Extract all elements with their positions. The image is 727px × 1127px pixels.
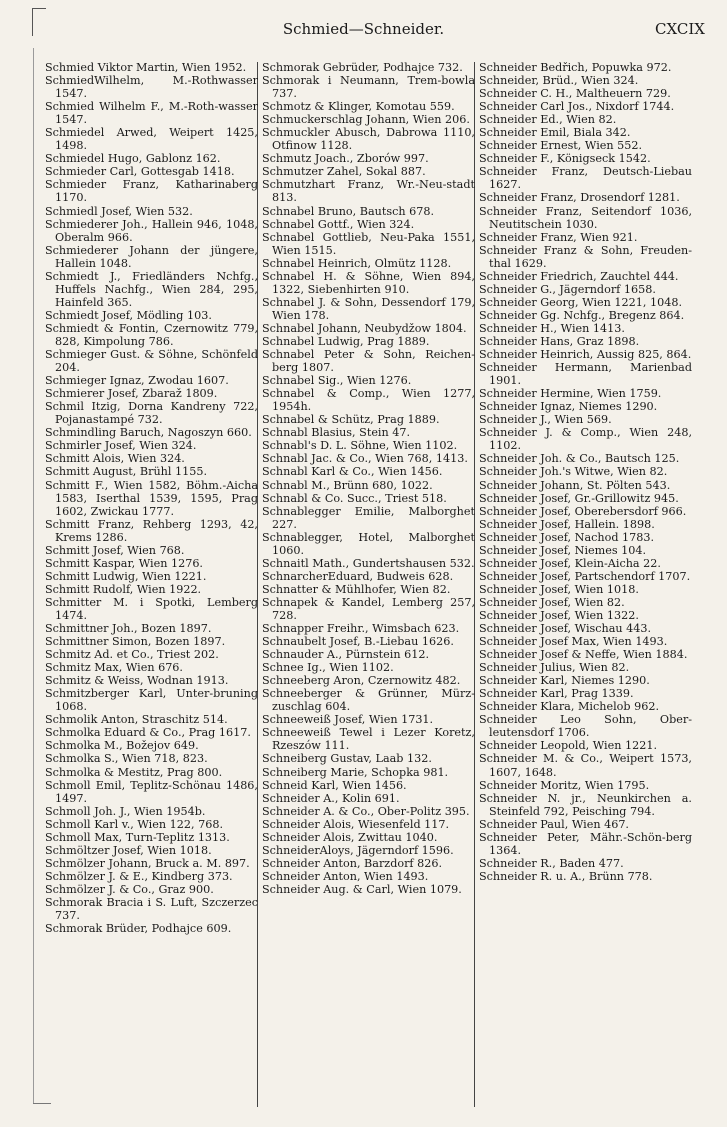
directory-entry: Schneider Hermine, Wien 1759. xyxy=(479,387,662,401)
directory-entry: Schneider Joh.'s Witwe, Wien 82. xyxy=(479,465,668,479)
directory-entry: Schnabel Heinrich, Olmütz 1128. xyxy=(262,256,452,270)
column-2 xyxy=(262,61,475,896)
directory-entry: Schneider Franz, Seitendorf 1036, Neutitschein 1030. xyxy=(479,204,692,231)
directory-entry: Schneider Josef, Gr.-Grillowitz 945. xyxy=(479,491,679,505)
directory-entry: Schnapper Freihr., Wimsbach 623. xyxy=(262,622,460,636)
directory-entry: Schneider Karl, Niemes 1290. xyxy=(479,674,650,688)
directory-entry: Schnapek & Kandel, Lemberg 257, 728. xyxy=(262,595,475,622)
directory-entry: Schneider Johann, St. Pölten 543. xyxy=(479,478,671,492)
directory-entry: Schmitt Josef, Wien 768. xyxy=(45,543,185,557)
directory-entry: Schmiedt & Fontin, Czernowitz 779, 828, Kimpolung 786. xyxy=(45,321,258,348)
directory-entry: Schnabl M., Brünn 680, 1022. xyxy=(262,478,433,492)
directory-entry: SchneiderAloys, Jägerndorf 1596. xyxy=(262,843,454,857)
directory-entry: Schneider Klara, Michelob 962. xyxy=(479,700,660,714)
directory-entry: Schmölzer Johann, Bruck a. M. 897. xyxy=(45,856,250,870)
directory-entry: SchnarcherEduard, Budweis 628. xyxy=(262,569,454,583)
directory-entry: Schneider G., Jägerndorf 1658. xyxy=(479,282,656,296)
directory-entry: Schneider Anton, Barzdorf 826. xyxy=(262,856,443,870)
directory-entry: Schneider Josef, Partschendorf 1707. xyxy=(479,569,691,583)
page-number: CXCIX xyxy=(655,20,705,38)
directory-entry: Schnablegger Emilie, Malborghet 227. xyxy=(262,504,475,531)
directory-entry: Schmied Viktor Martin, Wien 1952. xyxy=(45,61,247,74)
directory-entry: Schneider Josef, Wischau 443. xyxy=(479,622,652,636)
directory-entry: Schmieger Ignaz, Zwodau 1607. xyxy=(45,374,229,388)
directory-entry: Schnabel Sig., Wien 1276. xyxy=(262,374,412,388)
directory-entry: Schnabel H. & Söhne, Wien 894, 1322, Siebenhirten 910. xyxy=(262,269,475,296)
directory-entry: Schnabel J. & Sohn, Dessendorf 179, Wien 178. xyxy=(262,295,475,322)
directory-entry: Schneider Josef, Klein-Aicha 22. xyxy=(479,556,661,570)
directory-entry: Schmorak Gebrüder, Podhajce 732. xyxy=(262,61,463,74)
directory-entry: Schneider R., Baden 477. xyxy=(479,856,624,870)
column-1 xyxy=(45,61,258,935)
page-edge-rule xyxy=(33,48,34,1103)
directory-entry: Schmitt August, Brühl 1155. xyxy=(45,465,208,479)
column-3 xyxy=(479,61,692,883)
directory-entry: Schmieder Carl, Gottesgab 1418. xyxy=(45,165,235,179)
directory-entry: Schneider Carl Jos., Nixdorf 1744. xyxy=(479,100,675,114)
directory-entry: Schmiedt Josef, Mödling 103. xyxy=(45,308,212,322)
directory-entry: Schmieger Gust. & Söhne, Schönfeld 204. xyxy=(45,348,258,375)
directory-entry: Schneider, Brüd., Wien 324. xyxy=(479,74,639,88)
directory-entry: Schmirler Josef, Wien 324. xyxy=(45,439,197,453)
directory-entry: Schneider Franz, Drosendorf 1281. xyxy=(479,191,680,205)
directory-entry: Schneeweiß Josef, Wien 1731. xyxy=(262,713,434,727)
directory-entry: Schneider R. u. A., Brünn 778. xyxy=(479,869,653,883)
directory-entry: Schnatter & Mühlhofer, Wien 82. xyxy=(262,582,451,596)
directory-entry: Schneider Josef, Wien 1018. xyxy=(479,582,639,596)
directory-entry: Schnabl Jac. & Co., Wien 768, 1413. xyxy=(262,452,468,466)
directory-entry: Schmölzer J. & Co., Graz 900. xyxy=(45,882,214,896)
directory-entry: Schneider Ignaz, Niemes 1290. xyxy=(479,400,658,414)
directory-entry: Schmiedl Josef, Wien 532. xyxy=(45,204,193,218)
directory-entry: Schmotz & Klinger, Komotau 559. xyxy=(262,100,455,114)
directory-entry: Schmitz & Weiss, Wodnan 1913. xyxy=(45,674,229,688)
directory-entry: Schmil Itzig, Dorna Kandreny 722, Pojanastampé 732. xyxy=(45,400,258,427)
directory-entry: Schmoll Max, Turn-Teplitz 1313. xyxy=(45,830,230,844)
directory-entry: Schmolka Eduard & Co., Prag 1617. xyxy=(45,726,251,740)
directory-entry: Schneider Anton, Wien 1493. xyxy=(262,869,429,883)
crop-mark xyxy=(32,8,46,9)
directory-entry: Schnabel Johann, Neubydžow 1804. xyxy=(262,321,467,335)
directory-entry: Schnabel Gottf., Wien 324. xyxy=(262,217,415,231)
directory-entry: Schmoll Karl v., Wien 122, 768. xyxy=(45,817,223,831)
directory-entry: Schnabel Ludwig, Prag 1889. xyxy=(262,334,430,348)
directory-entry: Schnabl's D. L. Söhne, Wien 1102. xyxy=(262,439,458,453)
directory-entry: Schmutzer Zahel, Sokal 887. xyxy=(262,165,426,179)
directory-entry: Schmorak Bracia i S. Luft, Szczerzec 737. xyxy=(45,896,258,923)
directory-entry: Schmiedt J., Friedländers Nchfg., Huffels Nachfg., Wien 284, 295, Hainfeld 365. xyxy=(45,269,258,309)
directory-entry: Schneeberger & Grünner, Mürz-zuschlag 604. xyxy=(262,687,475,714)
directory-entry: Schneiberg Gustav, Laab 132. xyxy=(262,752,432,766)
directory-entry: Schnablegger, Hotel, Malborghet 1060. xyxy=(262,530,475,557)
directory-entry: Schneider Josef, Oberebersdorf 966. xyxy=(479,504,687,518)
directory-entry: Schmieder Franz, Katharinaberg 1170. xyxy=(45,178,258,205)
directory-entry: Schneider Josef, Niemes 104. xyxy=(479,543,647,557)
directory-entry: Schneider N. jr., Neunkirchen a. Steinfeld 792, Peisching 794. xyxy=(479,791,692,818)
directory-entry: Schneid Karl, Wien 1456. xyxy=(262,778,407,792)
directory-entry: Schmoll Joh. J., Wien 1954b. xyxy=(45,804,206,818)
directory-entry: Schneider Josef Max, Wien 1493. xyxy=(479,635,668,649)
directory-entry: Schmuckler Abusch, Dabrowa 1110, Otfinow 1128. xyxy=(262,126,475,153)
running-head: Schmied—Schneider. xyxy=(282,20,445,38)
directory-entry: Schmutzhart Franz, Wr.-Neu-stadt 813. xyxy=(262,178,475,205)
directory-entry: Schneeberg Aron, Czernowitz 482. xyxy=(262,674,461,688)
directory-entry: Schmitz Ad. et Co., Triest 202. xyxy=(45,648,219,662)
directory-entry: Schmitt Rudolf, Wien 1922. xyxy=(45,582,202,596)
directory-entry: Schneider J. & Comp., Wien 248, 1102. xyxy=(479,426,692,453)
directory-entry: Schmuckerschlag Johann, Wien 206. xyxy=(262,113,470,127)
directory-entry: Schmiedel Arwed, Weipert 1425, 1498. xyxy=(45,126,258,153)
directory-entry: Schneider Hans, Graz 1898. xyxy=(479,334,640,348)
directory-entry: Schmorak i Neumann, Trem-bowla 737. xyxy=(262,74,475,101)
directory-entry: Schmiederer Johann der jüngere, Hallein 1048. xyxy=(45,243,258,270)
directory-entry: Schmitt Ludwig, Wien 1221. xyxy=(45,569,207,583)
directory-entry: Schmittner Simon, Bozen 1897. xyxy=(45,635,226,649)
directory-entry: Schneider Alois, Wiesenfeld 117. xyxy=(262,817,450,831)
directory-entry: Schmindling Baruch, Nagoszyn 660. xyxy=(45,426,252,440)
directory-entry: Schneider Gg. Nchfg., Bregenz 864. xyxy=(479,308,685,322)
directory-entry: Schneider A. & Co., Ober-Politz 395. xyxy=(262,804,470,818)
directory-entry: Schneider Josef & Neffe, Wien 1884. xyxy=(479,648,688,662)
directory-entry: Schnabel Gottlieb, Neu-Paka 1551, Wien 1515. xyxy=(262,230,475,257)
directory-entry: Schmöltzer Josef, Wien 1018. xyxy=(45,843,212,857)
directory-entry: Schneider Georg, Wien 1221, 1048. xyxy=(479,295,683,309)
directory-entry: Schneider Leopold, Wien 1221. xyxy=(479,739,658,753)
directory-entry: Schmitz Max, Wien 676. xyxy=(45,661,183,675)
directory-entry: Schmolka S., Wien 718, 823. xyxy=(45,752,208,766)
directory-entry: Schmitt Alois, Wien 324. xyxy=(45,452,185,466)
directory-entry: Schneider Josef, Wien 1322. xyxy=(479,608,639,622)
directory-entry: Schneider Paul, Wien 467. xyxy=(479,817,629,831)
directory-entry: Schneider C. H., Maltheuern 729. xyxy=(479,87,671,101)
directory-entry: Schneider Peter, Mähr.-Schön-berg 1364. xyxy=(479,830,692,857)
directory-entry: Schmutz Joach., Zborów 997. xyxy=(262,152,429,166)
directory-entry: Schneider Franz, Deutsch-Liebau 1627. xyxy=(479,165,692,192)
directory-entry: Schneider Hermann, Marienbad 1901. xyxy=(479,361,692,388)
directory-entry: Schmitter M. i Spotki, Lemberg 1474. xyxy=(45,595,258,622)
directory-entry: Schnabl Karl & Co., Wien 1456. xyxy=(262,465,443,479)
directory-entry: Schneider Alois, Zwittau 1040. xyxy=(262,830,438,844)
directory-entry: Schmorak Brüder, Podhajce 609. xyxy=(45,922,232,936)
directory-entry: Schmolka M., Božejov 649. xyxy=(45,739,199,753)
directory-entry: SchmiedWilhelm, M.-Rothwasser 1547. xyxy=(45,74,258,101)
directory-entry: Schmoll Emil, Teplitz-Schönau 1486, 1497. xyxy=(45,778,258,805)
directory-entry: Schnaitl Math., Gundertshausen 532. xyxy=(262,556,475,570)
directory-entry: Schnaubelt Josef, B.-Liebau 1626. xyxy=(262,635,454,649)
directory-entry: Schneider Friedrich, Zauchtel 444. xyxy=(479,269,679,283)
directory-entry: Schmolik Anton, Straschitz 514. xyxy=(45,713,228,727)
directory-entry: Schneider Leo Sohn, Ober-leutensdorf 1706. xyxy=(479,713,692,740)
directory-entry: Schmölzer J. & E., Kindberg 373. xyxy=(45,869,233,883)
directory-entry: Schnabl Blasius, Stein 47. xyxy=(262,426,411,440)
directory-entry: Schneider Josef, Nachod 1783. xyxy=(479,530,655,544)
directory-entry: Schmitt Franz, Rehberg 1293, 42, Krems 1286. xyxy=(45,517,258,544)
directory-entry: Schneider Moritz, Wien 1795. xyxy=(479,778,650,792)
directory-entry: Schneider J., Wien 569. xyxy=(479,413,612,427)
directory-entry: Schneider Karl, Prag 1339. xyxy=(479,687,634,701)
directory-entry: Schneider Heinrich, Aussig 825, 864. xyxy=(479,348,692,362)
directory-entry: Schnabel & Comp., Wien 1277, 1954h. xyxy=(262,387,475,414)
directory-entry: Schnauder A., Pürnstein 612. xyxy=(262,648,430,662)
directory-entry: Schneider Emil, Biala 342. xyxy=(479,126,631,140)
directory-entry: Schmitt Kaspar, Wien 1276. xyxy=(45,556,203,570)
directory-entry: Schneeweiß Tewel i Lezer Koretz, Rzeszów 111. xyxy=(262,726,475,753)
directory-entry: Schneider Aug. & Carl, Wien 1079. xyxy=(262,882,462,896)
directory-entry: Schnabel Bruno, Bautsch 678. xyxy=(262,204,435,218)
directory-entry: Schnabel Peter & Sohn, Reichen-berg 1807. xyxy=(262,348,475,375)
directory-entry: Schneider Franz & Sohn, Freuden-thal 1629. xyxy=(479,243,692,270)
directory-entry: Schneider Josef, Wien 82. xyxy=(479,595,625,609)
directory-entry: Schmitt F., Wien 1582, Böhm.-Aicha 1583, Iserthal 1539, 1595, Prag 1602, Zwickau 1777. xyxy=(45,478,258,518)
directory-entry: Schneider H., Wien 1413. xyxy=(479,321,625,335)
directory-entry: Schmiedel Hugo, Gablonz 162. xyxy=(45,152,221,166)
directory-entry: Schneider Franz, Wien 921. xyxy=(479,230,638,244)
directory-entry: Schmiederer Joh., Hallein 946, 1048, Oberalm 966. xyxy=(45,217,258,244)
directory-entry: Schneider Julius, Wien 82. xyxy=(479,661,630,675)
directory-entry: Schneider M. & Co., Weipert 1573, 1607, 1648. xyxy=(479,752,692,779)
directory-entry: Schmitzberger Karl, Unter-bruning 1068. xyxy=(45,687,258,714)
directory-entry: Schnee Ig., Wien 1102. xyxy=(262,661,394,675)
directory-entry: Schneider Joh. & Co., Bautsch 125. xyxy=(479,452,680,466)
directory-entry: Schmierer Josef, Zbaraž 1809. xyxy=(45,387,218,401)
directory-entry: Schneider Bedřich, Popuwka 972. xyxy=(479,61,672,74)
directory-entry: Schneider Ernest, Wien 552. xyxy=(479,139,643,153)
directory-entry: Schneiberg Marie, Schopka 981. xyxy=(262,765,449,779)
directory-entry: Schnabel & Schütz, Prag 1889. xyxy=(262,413,440,427)
directory-entry: Schneider F., Königseck 1542. xyxy=(479,152,651,166)
directory-entry: Schmied Wilhelm F., M.-Roth-wasser 1547. xyxy=(45,100,258,127)
directory-entry: Schneider Ed., Wien 82. xyxy=(479,113,617,127)
directory-entry: Schmolka & Mestitz, Prag 800. xyxy=(45,765,223,779)
bottom-mark xyxy=(33,1103,51,1104)
directory-entry: Schneider A., Kolin 691. xyxy=(262,791,400,805)
directory-entry: Schnabl & Co. Succ., Triest 518. xyxy=(262,491,447,505)
directory-entry: Schmittner Joh., Bozen 1897. xyxy=(45,622,212,636)
directory-entry: Schneider Josef, Hallein. 1898. xyxy=(479,517,655,531)
